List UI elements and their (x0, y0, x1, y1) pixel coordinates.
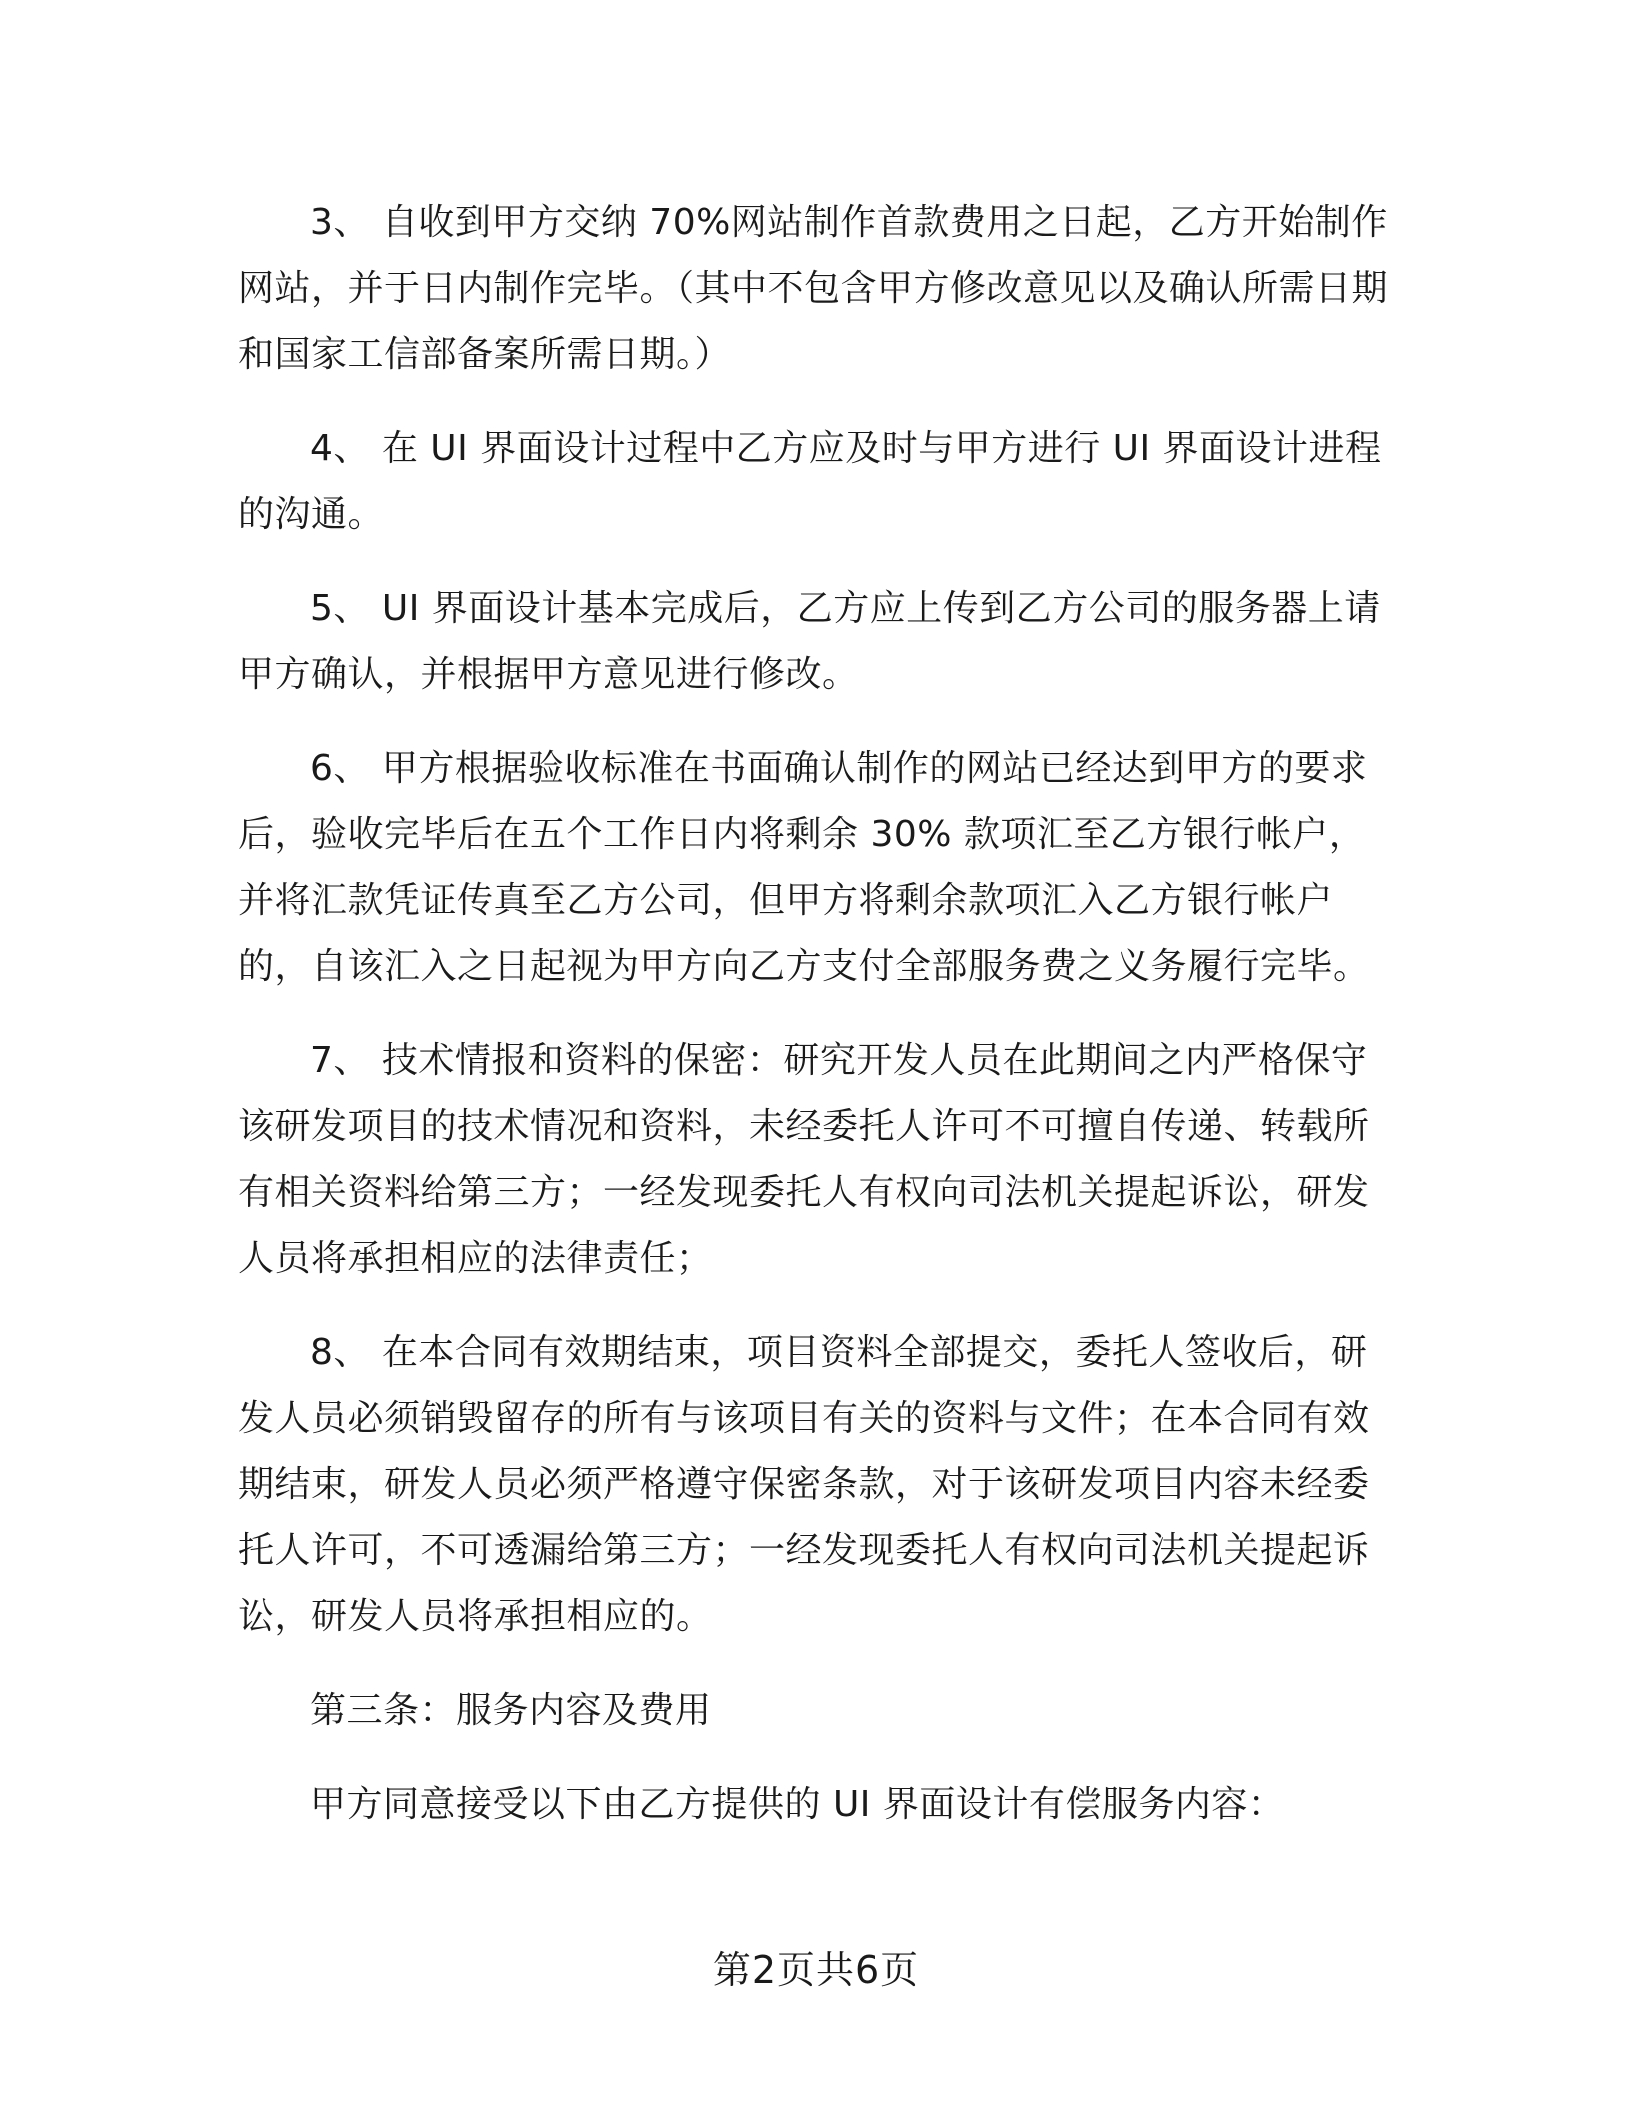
page-number-footer: 第2页共6页 (712, 1948, 920, 1992)
clause-7-paragraph: 7、 技术情报和资料的保密：研究开发人员在此期间之内严格保守该研发项目的技术情况和资料，未经委托人许可不可擅自传递、转载所有相关资料给第三方；一经发现委托人有权向司法机关提起诉讼，研发人员将承担相应的法律责任； (238, 1040, 1370, 1279)
clause-4-paragraph: 4、 在 UI 界面设计过程中乙方应及时与甲方进行 UI 界面设计进程的沟通。 (238, 428, 1382, 535)
service-intro-paragraph: 甲方同意接受以下由乙方提供的 UI 界面设计有偿服务内容： (310, 1784, 1285, 1825)
clause-3-paragraph: 3、 自收到甲方交纳 70%网站制作首款费用之日起，乙方开始制作网站，并于日内制作完毕。（其中不包含甲方修改意见以及确认所需日期和国家工信部备案所需日期。） (238, 202, 1389, 375)
document-body (238, 190, 1388, 1866)
clause-6-paragraph: 6、 甲方根据验收标准在书面确认制作的网站已经达到甲方的要求后，验收完毕后在五个工作日内将剩余 30% 款项汇至乙方银行帐户，并将汇款凭证传真至乙方公司，但甲方将剩余款项汇入乙方银行帐户的，自该汇入之日起视为甲方向乙方支付全部服务费之义务履行完毕。 (238, 748, 1370, 987)
clause-8-paragraph: 8、 在本合同有效期结束，项目资料全部提交，委托人签收后，研发人员必须销毁留存的所有与该项目有关的资料与文件；在本合同有效期结束，研发人员必须严格遵守保密条款，对于该研发项目内容未经委托人许可，不可透漏给第三方；一经发现委托人有权向司法机关提起诉讼，研发人员将承担相应的。 (238, 1332, 1370, 1637)
article-3-heading: 第三条：服务内容及费用 (310, 1690, 712, 1731)
clause-5-paragraph: 5、 UI 界面设计基本完成后，乙方应上传到乙方公司的服务器上请甲方确认，并根据甲方意见进行修改。 (238, 588, 1381, 695)
